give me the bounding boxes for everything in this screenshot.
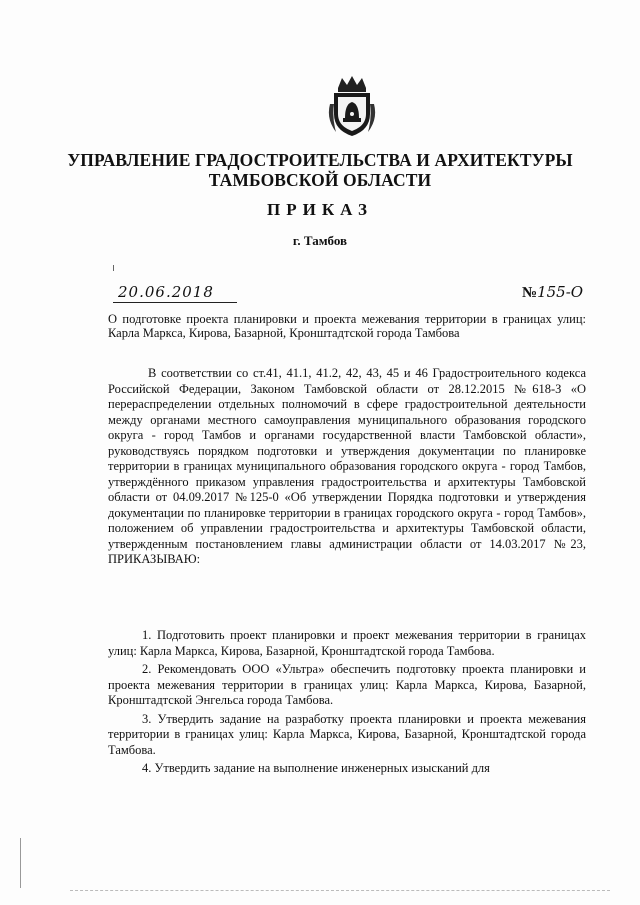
document-date: 20.06.2018 (118, 283, 214, 301)
order-item-3: 3. Утвердить задание на разработку проекта планировки и проекта межевания территории в границах улиц: Карла Маркса, Кирова, Базарной, Кронштадтской города Тамбова. (108, 711, 586, 757)
order-items (108, 628, 586, 780)
document-type: ПРИКАЗ (267, 200, 373, 219)
date-underline (113, 302, 237, 303)
order-item-2: 2. Рекомендовать ООО «Ультра» обеспечить подготовку проекта планировки и проекта межевания территории в границах улиц: Карла Маркса, Кирова, Базарной, Кронштадтской Энгельса города Тамбова. (108, 662, 586, 707)
preamble (108, 366, 586, 568)
order-item-1: 1. Подготовить проект планировки и проект межевания территории в границах улиц: Карла Маркса, Кирова, Базарной, Кронштадтской города Тамбова. (108, 628, 586, 658)
order-item-4: 4. Утвердить задание на выполнение инженерных изысканий для (142, 761, 490, 775)
tambov-coat-of-arms-icon (326, 74, 378, 138)
document-subject: О подготовке проекта планировки и проекта межевания территории в границах улиц: Карла Маркса, Кирова, Базарной, Кронштадтской города Тамбова (108, 312, 586, 340)
scan-margin-mark (20, 838, 23, 888)
scan-bottom-edge (70, 890, 610, 891)
pen-mark (113, 265, 117, 271)
number-value: 155-О (537, 283, 584, 301)
city-label: г. Тамбов (292, 233, 348, 248)
document-number (522, 283, 583, 302)
number-prefix: № (522, 285, 538, 301)
preamble-text: В соответствии со ст.41, 41.1, 41.2, 42, 43, 45 и 46 Градостроительного кодекса Российской Федерации, Законом Тамбовской области от 28.12.2015 №618-З «О перераспределении отдельных полномочий в сфере градостроительной деятельности между органами местного самоуправления муниципального образования городского округа - город Тамбов и органами государственной власти Тамбовской области», руководствуясь порядком подготовки и утверждения документации по планировке территории в границах муниципального образования городского округа - город Тамбов, утверждённого приказом управления градостроительства и архитектуры Тамбовской области от 04.09.2017 №125-0 «Об утверждении Порядка подготовки и утверждения документации по планировке территории в границах городского округа - город Тамбов», положением об управлении градостроительства и архитектуры Тамбовской области, утвержденным постановлением главы администрации области от 14.03.2017 №23, ПРИКАЗЫВАЮ: (108, 366, 586, 566)
organization-title (60, 150, 580, 190)
org-title-line1: УПРАВЛЕНИЕ ГРАДОСТРОИТЕЛЬСТВА И АРХИТЕКТУРЫ (67, 150, 573, 170)
org-title-line2: ТАМБОВСКОЙ ОБЛАСТИ (208, 170, 432, 190)
